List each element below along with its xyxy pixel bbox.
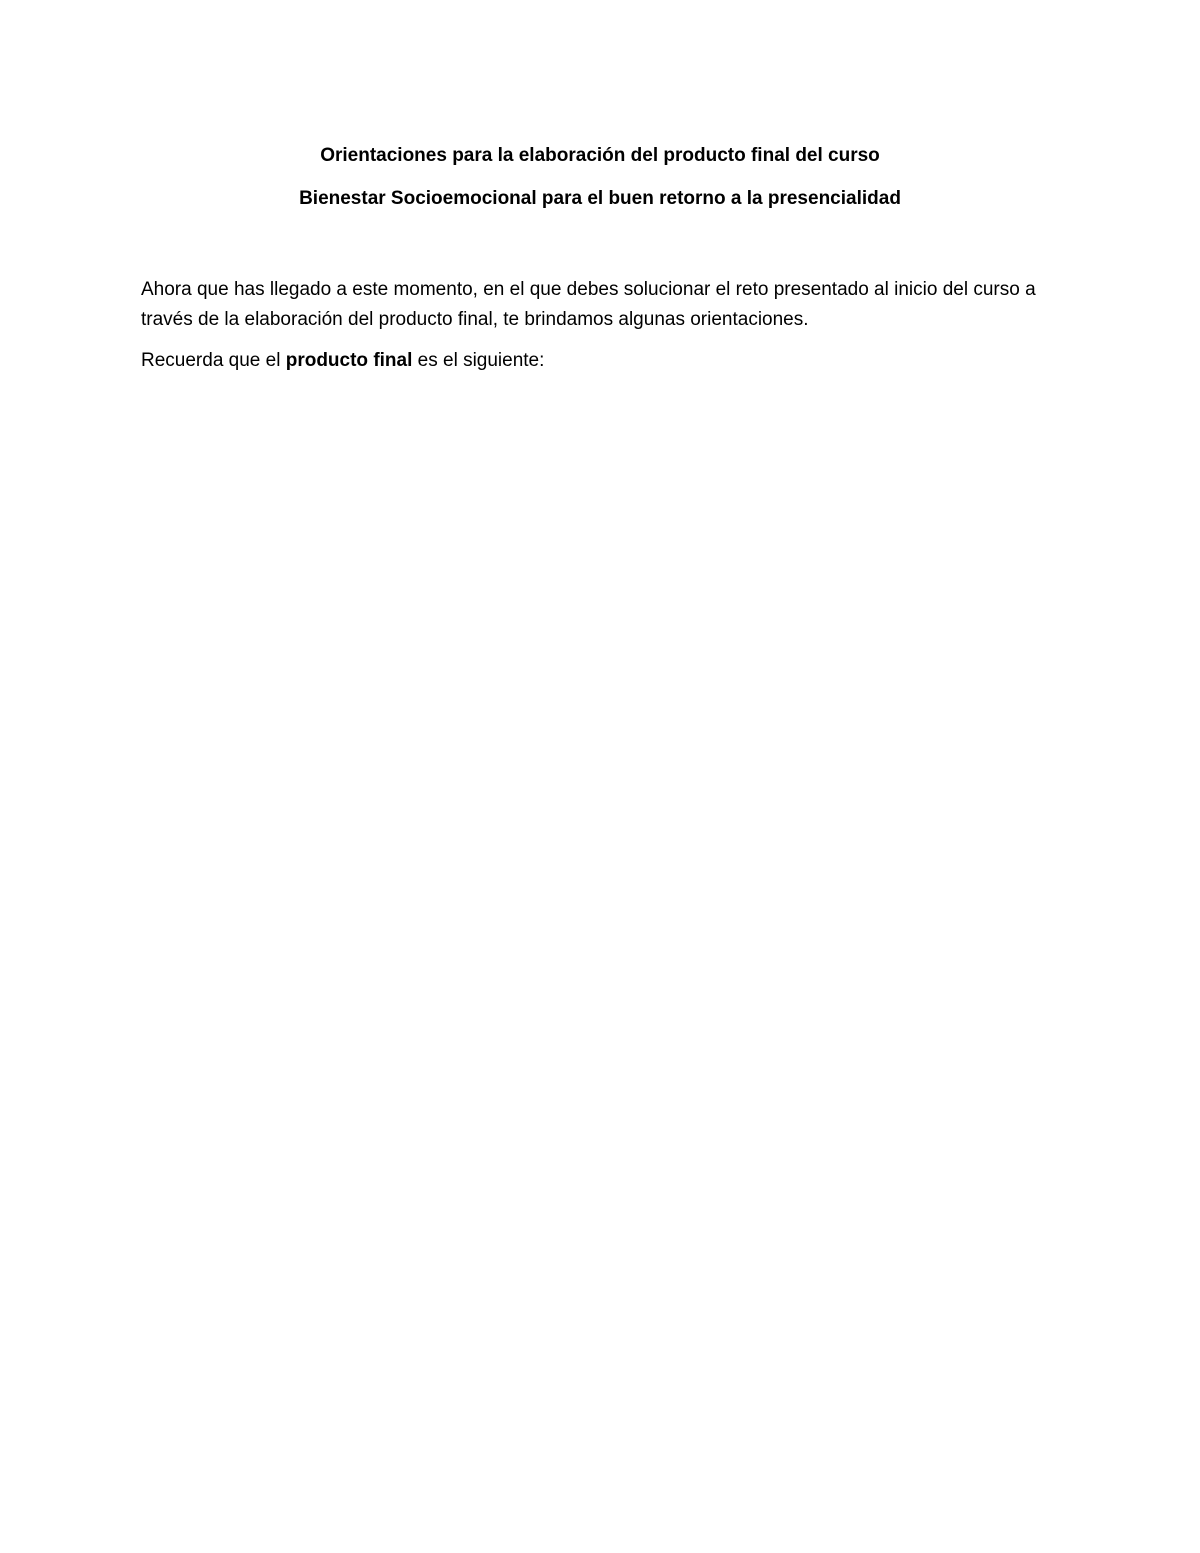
recall-emphasis: producto final bbox=[285, 350, 413, 371]
document-subtitle: Bienestar Socioemocional para el buen retorno a la presencialidad bbox=[299, 188, 901, 209]
recall-text-before: Recuerda que el bbox=[141, 350, 286, 371]
recall-paragraph bbox=[141, 346, 1071, 376]
intro-paragraph: Ahora que has llegado a este momento, en el que debes solucionar el reto presentado al inicio del curso a través de la elaboración del producto final, te brindamos algunas orientaciones. bbox=[141, 279, 1036, 330]
document-title: Orientaciones para la elaboración del producto final del curso bbox=[320, 145, 880, 166]
recall-text-after: es el siguiente: bbox=[412, 350, 545, 371]
